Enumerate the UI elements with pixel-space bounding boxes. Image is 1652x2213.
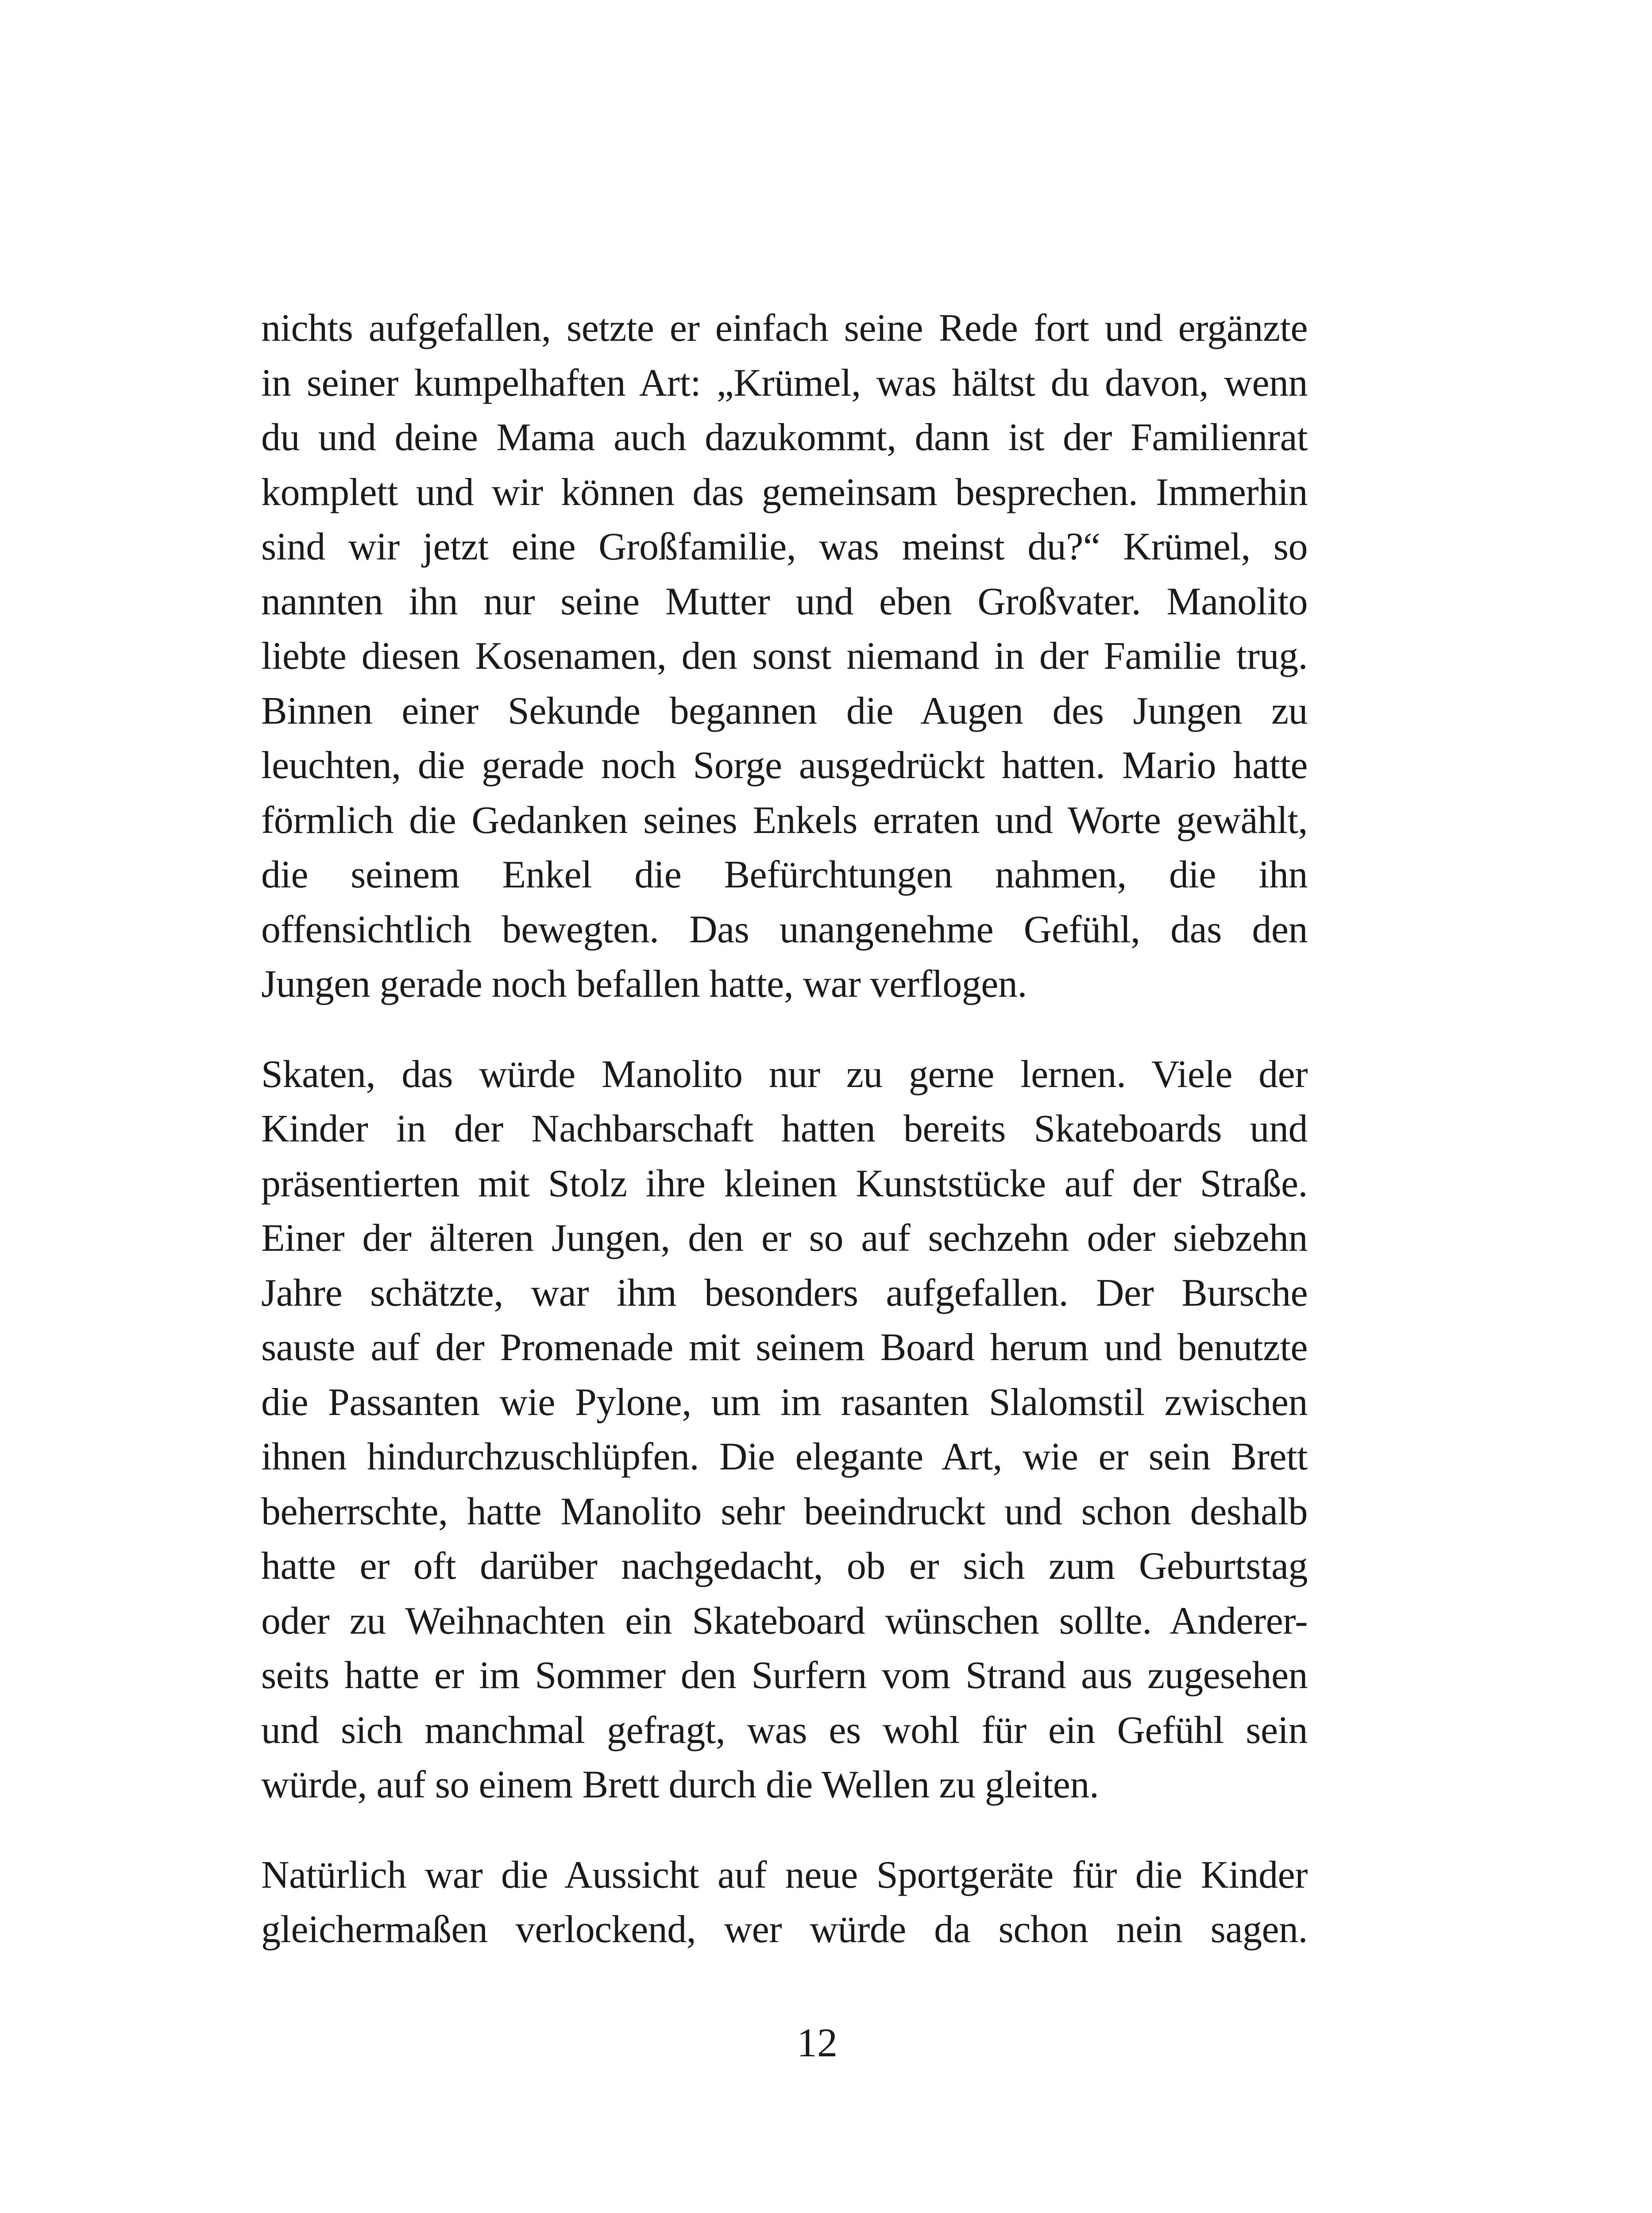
- text-line: Kinder in der Nachbarschaft hatten bereits Skateboards und: [261, 1107, 1308, 1150]
- text-line: du und deine Mama auch dazukommt, dann ist der Familienrat: [261, 416, 1308, 459]
- paragraph-3: [261, 1848, 1308, 1957]
- text-line: gleichermaßen verlockend, wer würde da schon nein sagen.: [261, 1908, 1308, 1951]
- paragraph-2: [261, 1047, 1308, 1812]
- text-line: seits hatte er im Sommer den Surfern vom Strand aus zugesehen: [261, 1654, 1308, 1697]
- text-line: Einer der älteren Jungen, den er so auf sechzehn oder siebzehn: [261, 1217, 1308, 1260]
- text-line: offensichtlich bewegten. Das unangenehme Gefühl, das den: [261, 908, 1308, 951]
- text-line: Jungen gerade noch befallen hatte, war verflogen.: [261, 963, 1027, 1006]
- text-line: liebte diesen Kosenamen, den sonst niemand in der Familie trug.: [261, 635, 1308, 678]
- page-number: 12: [797, 2020, 838, 2065]
- text-line: Natürlich war die Aussicht auf neue Sportgeräte für die Kinder: [261, 1853, 1308, 1897]
- text-line: nichts aufgefallen, setzte er einfach seine Rede fort und ergänzte: [261, 307, 1308, 350]
- text-line: die seinem Enkel die Befürchtungen nahmen, die ihn: [261, 853, 1308, 896]
- text-line: oder zu Weihnachten ein Skateboard wünschen sollte. Anderer-: [261, 1599, 1308, 1642]
- text-line: sauste auf der Promenade mit seinem Board herum und benutzte: [261, 1326, 1308, 1369]
- text-line: Binnen einer Sekunde begannen die Augen des Jungen zu: [261, 689, 1308, 733]
- text-line: sind wir jetzt eine Großfamilie, was meinst du?“ Krümel, so: [261, 525, 1308, 568]
- text-line: Skaten, das würde Manolito nur zu gerne lernen. Viele der: [261, 1053, 1308, 1096]
- text-line: komplett und wir können das gemeinsam besprechen. Immerhin: [261, 470, 1308, 514]
- paragraph-1: [261, 301, 1308, 1012]
- text-line: leuchten, die gerade noch Sorge ausgedrückt hatten. Mario hatte: [261, 744, 1308, 787]
- body-text: [261, 301, 1308, 1957]
- text-line: ihnen hindurchzuschlüpfen. Die elegante Art, wie er sein Brett: [261, 1435, 1308, 1478]
- text-line: förmlich die Gedanken seines Enkels erraten und Worte gewählt,: [261, 798, 1308, 842]
- paragraph-gap: [261, 1812, 1308, 1848]
- text-line: präsentierten mit Stolz ihre kleinen Kunststücke auf der Straße.: [261, 1162, 1308, 1205]
- paragraph-gap: [261, 1012, 1308, 1047]
- text-line: in seiner kumpelhaften Art: „Krümel, was hältst du davon, wenn: [261, 361, 1308, 405]
- text-line: hatte er oft darüber nachgedacht, ob er sich zum Geburtstag: [261, 1545, 1308, 1588]
- text-line: Jahre schätzte, war ihm besonders aufgefallen. Der Bursche: [261, 1271, 1308, 1315]
- text-line: die Passanten wie Pylone, um im rasanten Slalomstil zwischen: [261, 1380, 1308, 1424]
- text-line: beherrschte, hatte Manolito sehr beeindruckt und schon deshalb: [261, 1490, 1308, 1533]
- text-line: und sich manchmal gefragt, was es wohl für ein Gefühl sein: [261, 1708, 1308, 1752]
- text-line: nannten ihn nur seine Mutter und eben Großvater. Manolito: [261, 580, 1308, 623]
- text-line: würde, auf so einem Brett durch die Wellen zu gleiten.: [261, 1763, 1099, 1806]
